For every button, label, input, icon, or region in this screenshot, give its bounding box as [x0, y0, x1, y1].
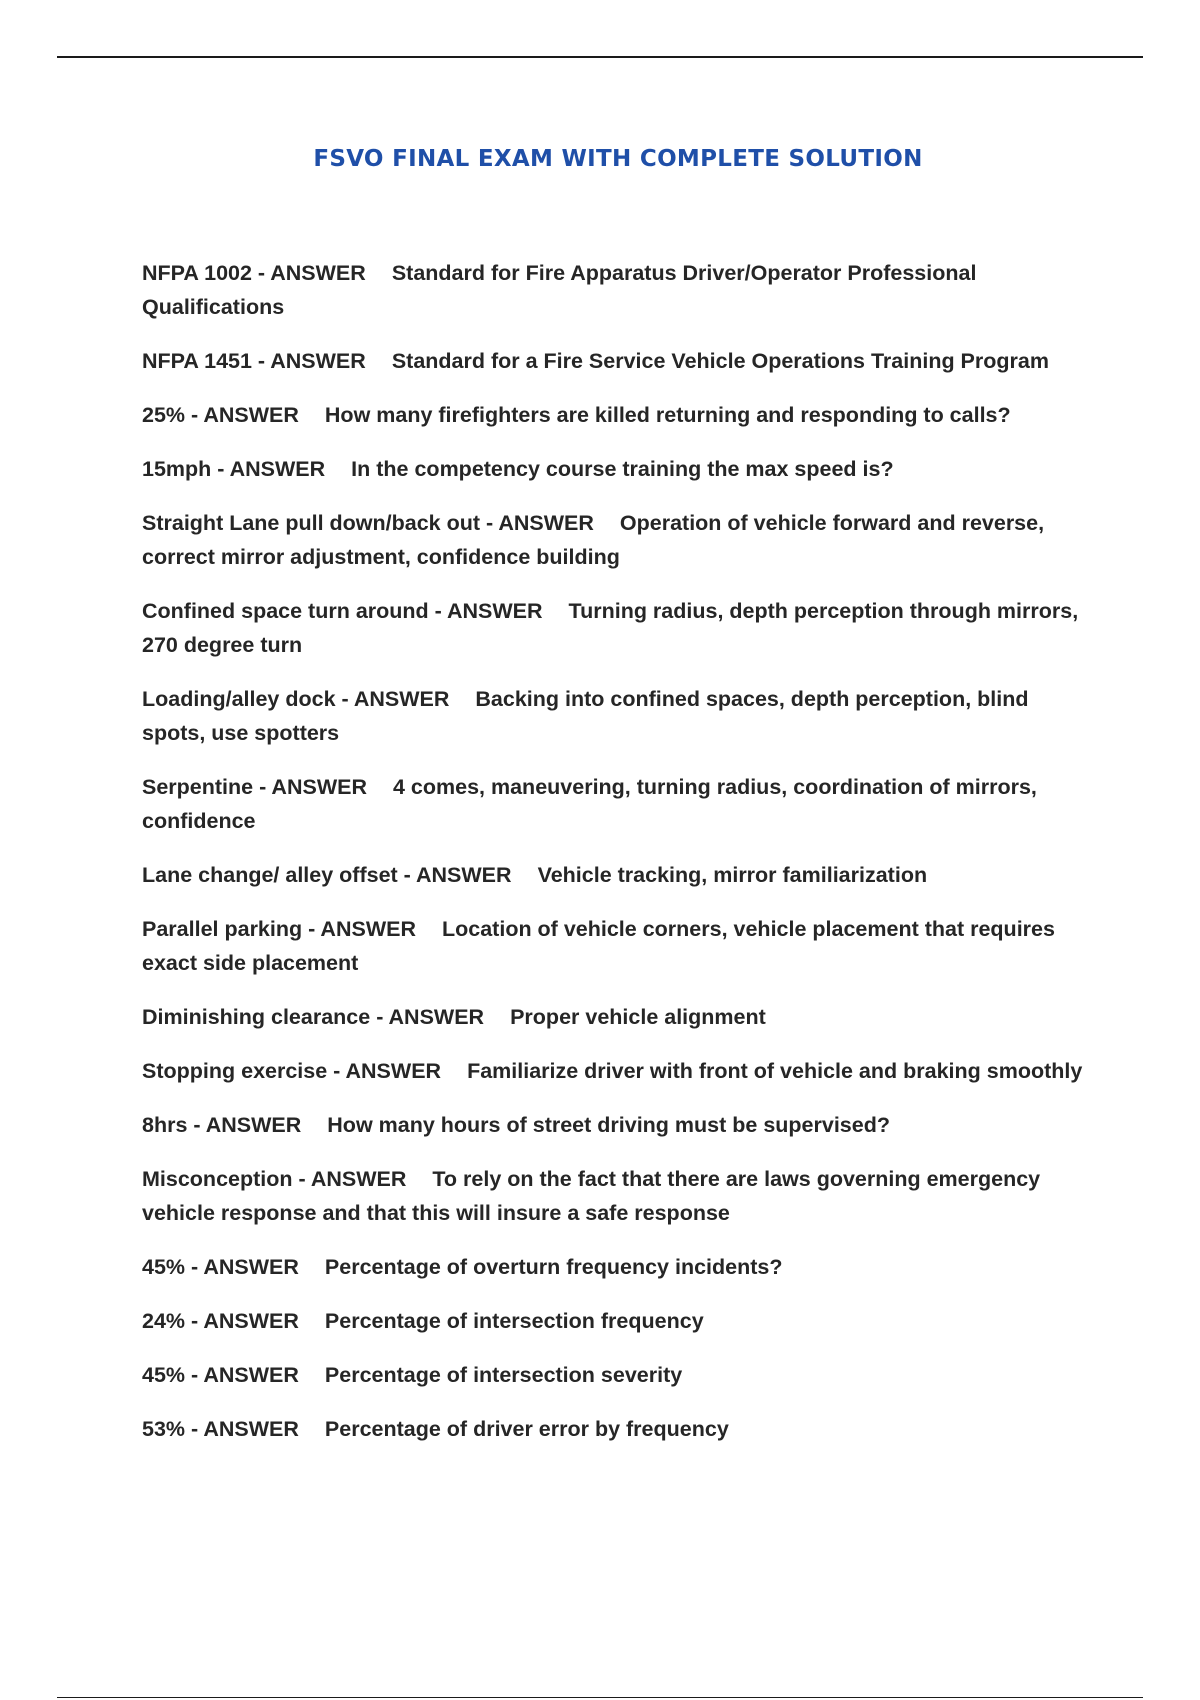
- qa-item: [142, 506, 1092, 574]
- qa-answer: Backing into confined spaces, depth perception, blind spots, use spotters: [142, 687, 1029, 745]
- bottom-divider: [57, 1697, 1143, 1698]
- qa-item: [142, 1412, 1092, 1446]
- qa-answer: How many firefighters are killed returning and responding to calls?: [324, 403, 1011, 427]
- qa-term: Serpentine - ANSWER: [142, 775, 367, 799]
- qa-answer: Proper vehicle alignment: [510, 1005, 766, 1029]
- qa-answer: To rely on the fact that there are laws governing emergency vehicle response and that this will insure a safe response: [142, 1167, 1041, 1225]
- qa-term: Diminishing clearance - ANSWER: [142, 1005, 485, 1029]
- qa-item: [142, 912, 1092, 980]
- qa-item: [142, 1162, 1092, 1230]
- qa-answer: Location of vehicle corners, vehicle placement that requires exact side placement: [142, 917, 1055, 975]
- qa-answer: Standard for a Fire Service Vehicle Operations Training Program: [391, 349, 1049, 373]
- qa-answer: In the competency course training the max speed is?: [351, 457, 894, 481]
- qa-term: 25% - ANSWER: [142, 403, 299, 427]
- qa-term: Misconception - ANSWER: [142, 1167, 407, 1191]
- qa-term: 45% - ANSWER: [142, 1255, 299, 1279]
- qa-term: Stopping exercise - ANSWER: [142, 1059, 442, 1083]
- qa-item: [142, 1304, 1092, 1338]
- qa-answer: Percentage of driver error by frequency: [324, 1417, 729, 1441]
- qa-list: [142, 256, 1092, 1466]
- qa-item: [142, 256, 1092, 324]
- qa-answer: Percentage of intersection severity: [324, 1363, 683, 1387]
- qa-answer: Percentage of intersection frequency: [324, 1309, 704, 1333]
- qa-answer: Standard for Fire Apparatus Driver/Operator Professional Qualifications: [142, 261, 977, 319]
- qa-term: 24% - ANSWER: [142, 1309, 299, 1333]
- qa-answer: How many hours of street driving must be supervised?: [327, 1113, 890, 1137]
- qa-item: [142, 858, 1092, 892]
- qa-answer: 4 comes, maneuvering, turning radius, coordination of mirrors, confidence: [142, 775, 1037, 833]
- qa-term: Lane change/ alley offset - ANSWER: [142, 863, 512, 887]
- qa-item: [142, 1000, 1092, 1034]
- qa-term: Straight Lane pull down/back out - ANSWER: [142, 511, 594, 535]
- qa-answer: Percentage of overturn frequency incidents?: [324, 1255, 783, 1279]
- qa-term: Loading/alley dock - ANSWER: [142, 687, 450, 711]
- qa-term: Confined space turn around - ANSWER: [142, 599, 543, 623]
- top-divider: [57, 56, 1143, 58]
- qa-term: Parallel parking - ANSWER: [142, 917, 416, 941]
- qa-term: 8hrs - ANSWER: [142, 1113, 302, 1137]
- qa-answer: Vehicle tracking, mirror familiarization: [537, 863, 928, 887]
- qa-item: [142, 1054, 1092, 1088]
- qa-answer: Turning radius, depth perception through mirrors, 270 degree turn: [142, 599, 1079, 657]
- qa-item: [142, 682, 1092, 750]
- qa-item: [142, 1250, 1092, 1284]
- qa-term: NFPA 1002 - ANSWER: [142, 261, 366, 285]
- document-title: FSVO FINAL EXAM WITH COMPLETE SOLUTION: [313, 146, 923, 172]
- qa-item: [142, 452, 1092, 486]
- qa-term: 15mph - ANSWER: [142, 457, 326, 481]
- qa-item: [142, 770, 1092, 838]
- qa-item: [142, 1358, 1092, 1392]
- qa-item: [142, 594, 1092, 662]
- qa-item: [142, 344, 1092, 378]
- qa-answer: Familiarize driver with front of vehicle and braking smoothly: [467, 1059, 1083, 1083]
- qa-term: 53% - ANSWER: [142, 1417, 299, 1441]
- qa-item: [142, 398, 1092, 432]
- qa-term: 45% - ANSWER: [142, 1363, 299, 1387]
- qa-term: NFPA 1451 - ANSWER: [142, 349, 366, 373]
- qa-answer: Operation of vehicle forward and reverse, correct mirror adjustment, confidence building: [142, 511, 1045, 569]
- qa-item: [142, 1108, 1092, 1142]
